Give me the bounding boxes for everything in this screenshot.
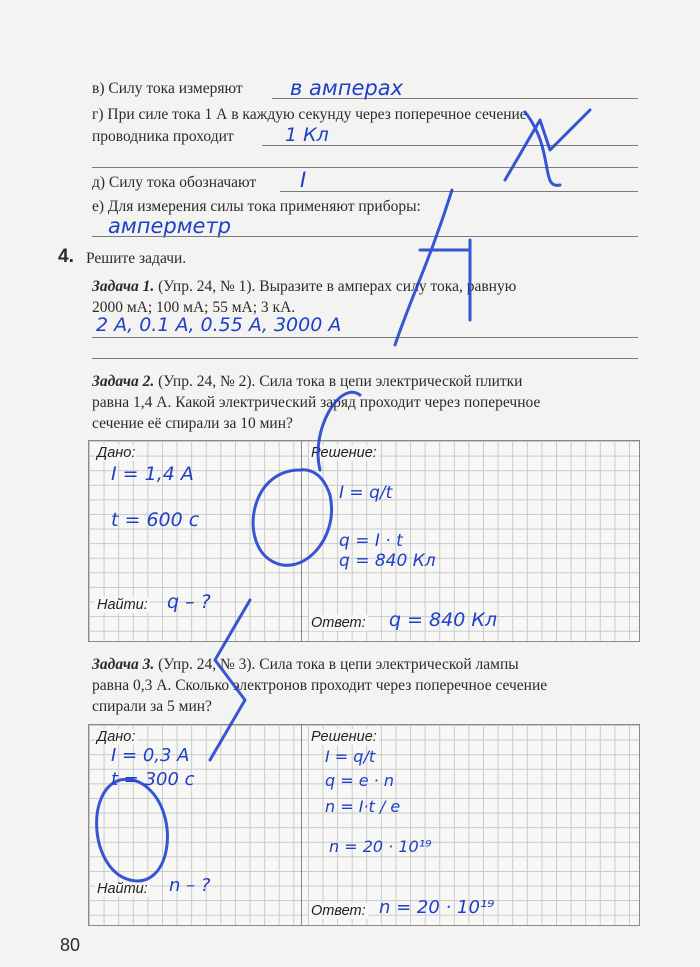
task2-given2: t = 600 с [111,509,200,531]
task1-head: Задача 1. [92,278,155,295]
page-number: 80 [60,935,81,955]
solution-label: Решение: [311,729,377,745]
line-d: д) Силу тока обозначают [92,174,257,191]
task3-line2: равна 0,3 А. Сколько электронов проходит через поперечное сечение [92,677,548,694]
find-label: Найти: [97,881,148,897]
task2-head: Задача 2. [92,373,155,390]
section-number: 4. [58,246,74,267]
task3-given1: I = 0,3 А [111,745,190,766]
task1-text1: (Упр. 24, № 1). Выразите в амперах силу тока, равную [154,278,517,295]
find-label: Найти: [97,597,148,613]
task3-sol3: n = I·t / e [325,797,401,816]
line-g2: проводника проходит [92,128,234,145]
answer-label: Ответ: [311,615,366,631]
task1-line2: 2000 мА; 100 мА; 55 мА; 3 кА. [92,299,296,316]
line-g1: г) При силе тока 1 А в каждую секунду через поперечное сечение [92,106,527,123]
task3-sol1: I = q/t [325,747,376,766]
task2-given1: I = 1,4 А [111,463,194,485]
answer-e: амперметр [108,214,232,238]
answer-d: I [300,168,307,192]
scribble-stroke [210,600,250,760]
task2-answer: q = 840 Кл [389,609,497,631]
task3-head: Задача 3. [92,656,155,673]
task3-answer: n = 20 · 10¹⁹ [379,897,495,918]
task2-line2: равна 1,4 А. Какой электрический заряд проходит через поперечное [92,394,541,411]
answer-g: 1 Кл [285,124,329,146]
task2-find: q – ? [167,591,211,613]
solution-label: Решение: [311,445,377,461]
task2-sol3: q = 840 Кл [339,551,436,571]
section-title: Решите задачи. [86,250,187,267]
task3-given2: t = 300 с [111,769,195,790]
scribble-stroke [253,470,331,566]
given-label: Дано: [97,445,136,461]
line-v: в) Силу тока измеряют [92,80,243,97]
scribble-stroke [318,392,360,470]
scribble-stroke [395,190,470,345]
given-label: Дано: [97,729,136,745]
task1-answer: 2 А, 0.1 А, 0.55 А, 3000 А [96,314,342,336]
task2-line3: сечение её спирали за 10 мин? [92,415,293,432]
answer-label: Ответ: [311,903,366,919]
task2-sol2: q = I · t [339,531,403,551]
task2-sol1: I = q/t [339,483,393,503]
answer-v: в амперах [290,76,404,100]
task2-text1: (Упр. 24, № 2). Сила тока в цепи электрической плитки [154,373,523,390]
task3-sol2: q = e · n [325,771,394,790]
line-e: е) Для измерения силы тока применяют приборы: [92,198,421,215]
task3-line3: спирали за 5 мин? [92,698,212,715]
scribble-stroke [97,779,168,881]
task3-text1: (Упр. 24, № 3). Сила тока в цепи электрической лампы [154,656,519,673]
task3-sol4: n = 20 · 10¹⁹ [329,837,432,856]
task3-find: n – ? [169,875,211,896]
